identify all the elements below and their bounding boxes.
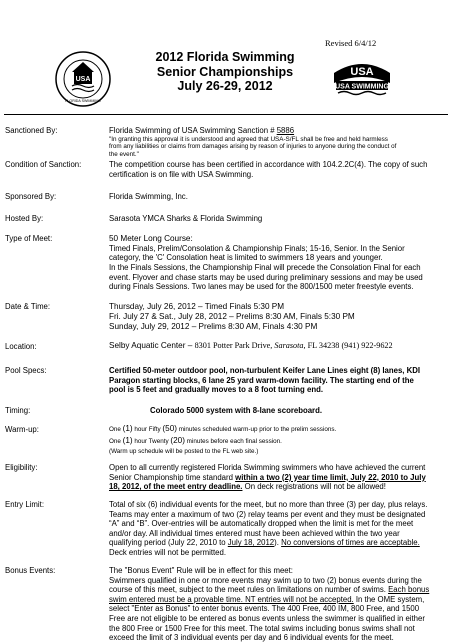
condition-label: Condition of Sanction: bbox=[5, 160, 82, 169]
entry-line: “A” and “B”. Over-entries will be automatically dropped when the limit is met for the meet bbox=[109, 519, 414, 529]
bonus-line: swim entered must be a provable time. NT entries will not be accepted. In the OME system, bbox=[109, 594, 425, 604]
title-line: Senior Championships bbox=[156, 64, 294, 79]
timing-label: Timing: bbox=[5, 406, 31, 415]
bonus-line: Free are not eligible to be entered as bonus events unless the swimmer is qualified in either bbox=[109, 613, 425, 623]
eligibility-line: Open to all currently registered Florida Swimming swimmers who have achieved the current bbox=[109, 463, 426, 472]
bonus-label: Bonus Events: bbox=[5, 566, 56, 575]
left-logo-text: USA bbox=[75, 76, 91, 83]
pool-line: pool is 5 feet and gradually moves to a 8 foot turning end. bbox=[109, 385, 324, 395]
sanctioned-label: Sanctioned By: bbox=[5, 126, 58, 135]
type-line: event. Flyover and chase starts may be used during preliminary sessions and may be used bbox=[109, 272, 423, 282]
pool-line: Paragon starting blocks, 6 lane 25 yard warm-down facility. The starting end of the bbox=[109, 375, 414, 385]
entry-label: Entry Limit: bbox=[5, 500, 44, 509]
entry-line: Total of six (6) individual events for the meet, but no more than three (3) per day, plus relays. bbox=[109, 500, 428, 509]
eligibility-label: Eligibility: bbox=[5, 463, 38, 472]
timing-value: Colorado 5000 system with 8-lane scoreboard. bbox=[150, 406, 323, 415]
left-logo-ring-text: FLORIDA SWIMMING bbox=[65, 99, 101, 103]
type-line: In the Finals Sessions, the Championship Final will precede the Consolation Final for each bbox=[109, 262, 421, 272]
hosted-value: Sarasota YMCA Sharks & Florida Swimming bbox=[109, 214, 263, 223]
date-value bbox=[109, 302, 447, 331]
entry-value bbox=[109, 500, 447, 558]
date-line: Thursday, July 26, 2012 – Timed Finals 5:30 PM bbox=[109, 302, 285, 311]
condition-line: The competition course has been certified in accordance with 104.2.2C(4). The copy of such bbox=[109, 160, 428, 169]
bonus-line: select "Enter as Bonus" to enter bonus events. The 400 Free, 400 IM, 800 Free, and 1500 bbox=[109, 604, 420, 614]
sanction-number: 5886 bbox=[276, 126, 295, 135]
warmup-line: One (1) hour Fifty (50) minutes scheduled warm-up prior to the prelim sessions. bbox=[109, 424, 337, 433]
title-line: 2012 Florida Swimming bbox=[155, 50, 295, 64]
venue-address: 8301 Potter Park Drive, bbox=[194, 341, 275, 350]
sanction-note: the event." bbox=[109, 150, 139, 158]
date-label: Date & Time: bbox=[5, 302, 51, 311]
bonus-line: Swimmers qualified in one or more events may swim up to two (2) bonus events during the bbox=[109, 575, 422, 585]
venue-city: Sarasota bbox=[274, 341, 304, 350]
sanctioned-value bbox=[109, 126, 447, 158]
eligibility-line: 18, 2012, of the meet entry deadline. On deck registrations will not be allowed! bbox=[109, 482, 386, 492]
sanction-line: Florida Swimming of USA Swimming Sanction # 5886 bbox=[109, 126, 295, 135]
entry-line: and/or day. All individual times entered must have been achieved within the two year bbox=[109, 528, 400, 538]
title-line: July 26-29, 2012 bbox=[177, 79, 273, 93]
type-line: during Finals Sessions. Two lanes may be used for the 800/1500 meter freestyle events. bbox=[109, 282, 414, 292]
condition-value bbox=[109, 160, 447, 179]
type-line: Timed Finals, Prelim/Consolation & Championship Finals; 15-16, Senior. In the Senior bbox=[109, 243, 405, 253]
warmup-line: One (1) hour Twenty (20) minutes before each final session. bbox=[109, 435, 282, 445]
sanction-note: from any liabilities or claims from damages arising by reason of injuries to anyone during the conduct of bbox=[109, 143, 397, 151]
usa-swimming-logo bbox=[330, 57, 394, 97]
bonus-line: course of this meet, subject to the meet rules on limitations on number of swims. Each bonus bbox=[109, 585, 430, 595]
date-line: Sunday, July 29, 2012 – Prelims 8:30 AM, Finals 4:30 PM bbox=[109, 321, 318, 331]
sponsored-value: Florida Swimming, Inc. bbox=[109, 192, 188, 201]
bonus-value bbox=[109, 566, 447, 643]
bonus-line: The "Bonus Event" Rule will be in effect for this meet: bbox=[109, 566, 293, 575]
entry-line: Teams may enter a maximum of two (2) relay teams per event and they must be designated bbox=[109, 509, 426, 519]
page-title bbox=[140, 50, 310, 94]
date-line: Fri. July 27 & Sat., July 28, 2012 – Prelims 8:30 AM, Finals 5:30 PM bbox=[109, 311, 355, 321]
florida-swimming-logo bbox=[54, 50, 112, 108]
venue-name: Selby Aquatic Center – bbox=[109, 341, 195, 350]
entry-line: qualifying period (July 22, 2010 to July 18, 2012). No conversions of times are acceptable. bbox=[109, 538, 420, 548]
header-divider bbox=[4, 114, 448, 115]
revision-date: Revised 6/4/12 bbox=[325, 38, 377, 48]
condition-line: certification is on file with USA Swimming. bbox=[109, 169, 254, 179]
svg-text:USA: USA bbox=[350, 66, 374, 78]
pool-line: Certified 50-meter outdoor pool, non-turbulent Keifer Lane Lines eight (8) lanes, KDI bbox=[109, 366, 421, 375]
pool-label: Pool Specs: bbox=[5, 366, 47, 375]
location-value bbox=[109, 341, 447, 351]
eligibility-value bbox=[109, 463, 447, 492]
pool-value bbox=[109, 366, 447, 395]
bonus-line: exceed the limit of 3 individual events per day and 6 individual events for the meet. bbox=[109, 633, 394, 643]
bonus-line: the 800 Free or 1500 Free for this meet. The total swims including bonus swims shall not bbox=[109, 623, 415, 633]
type-label: Type of Meet: bbox=[5, 234, 53, 243]
type-line: category, the 'C' Consolation heat is limited to swimmers 18 years and younger. bbox=[109, 253, 383, 263]
warmup-line: (Warm up schedule will be posted to the FL web site.) bbox=[109, 447, 259, 455]
right-logo-text: USA SWIMMING bbox=[335, 83, 389, 91]
type-heading: 50 Meter Long Course: bbox=[109, 234, 193, 243]
eligibility-line: Senior Championship time standard within a two (2) year time limit, July 22, 2010 to July bbox=[109, 472, 426, 482]
warmup-label: Warm-up: bbox=[5, 425, 39, 434]
location-label: Location: bbox=[5, 342, 37, 351]
venue-rest: , FL 34238 (941) 922-9622 bbox=[303, 341, 393, 350]
entry-line: Deck entries will not be permitted. bbox=[109, 547, 227, 557]
sponsored-label: Sponsored By: bbox=[5, 192, 57, 201]
warmup-value bbox=[109, 424, 447, 455]
sanction-note: "In granting this approval it is understood and agreed that USA-S/FL shall be free and held harmless bbox=[109, 135, 388, 143]
type-value bbox=[109, 234, 447, 292]
hosted-label: Hosted By: bbox=[5, 214, 44, 223]
